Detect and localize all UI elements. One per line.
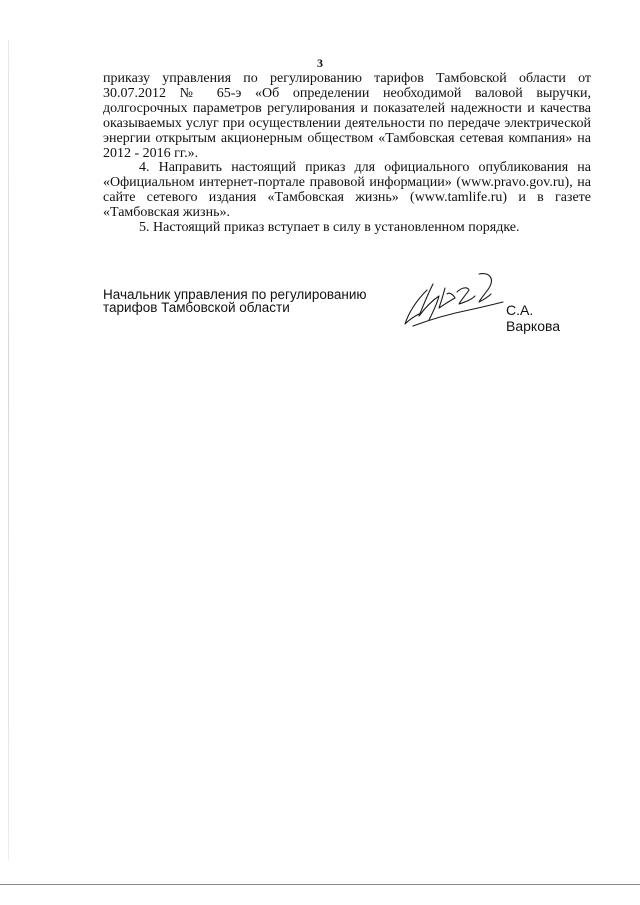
handwritten-signature: [399, 270, 509, 332]
paragraph-item-4: 4. Направить настоящий приказ для официального опубликования на «Официальном интернет-портале правовой информации» (www.pravo.gov.ru), на сайте сетевого издания «Тамбовская жизнь» (www.tamlife.ru) и в газете «Тамбовская жизнь».: [103, 160, 591, 221]
page-number: 3: [317, 56, 323, 70]
paragraph-item-5: 5. Настоящий приказ вступает в силу в установленном порядке.: [139, 220, 520, 236]
document-body: [103, 72, 591, 236]
signer-name: С.А. Варкова: [506, 302, 561, 334]
scan-edge-bottom: [0, 884, 640, 885]
signature-block: [103, 288, 591, 348]
signer-position: Начальник управления по регулированию тарифов Тамбовской области: [103, 287, 367, 315]
scan-edge-left: [8, 40, 9, 860]
paragraph-continuation: приказу управления по регулированию тарифов Тамбовской области от 30.07.2012 № 65-э «Об определении необходимой валовой выручки, долгосрочных параметров регулирования и показателей надежности и качества оказываемых услуг при осуществлении деятельности по передаче электрической энергии открытым акционерным обществом «Тамбовская сетевая компания» на 2012 - 2016 гг.».: [103, 71, 591, 161]
